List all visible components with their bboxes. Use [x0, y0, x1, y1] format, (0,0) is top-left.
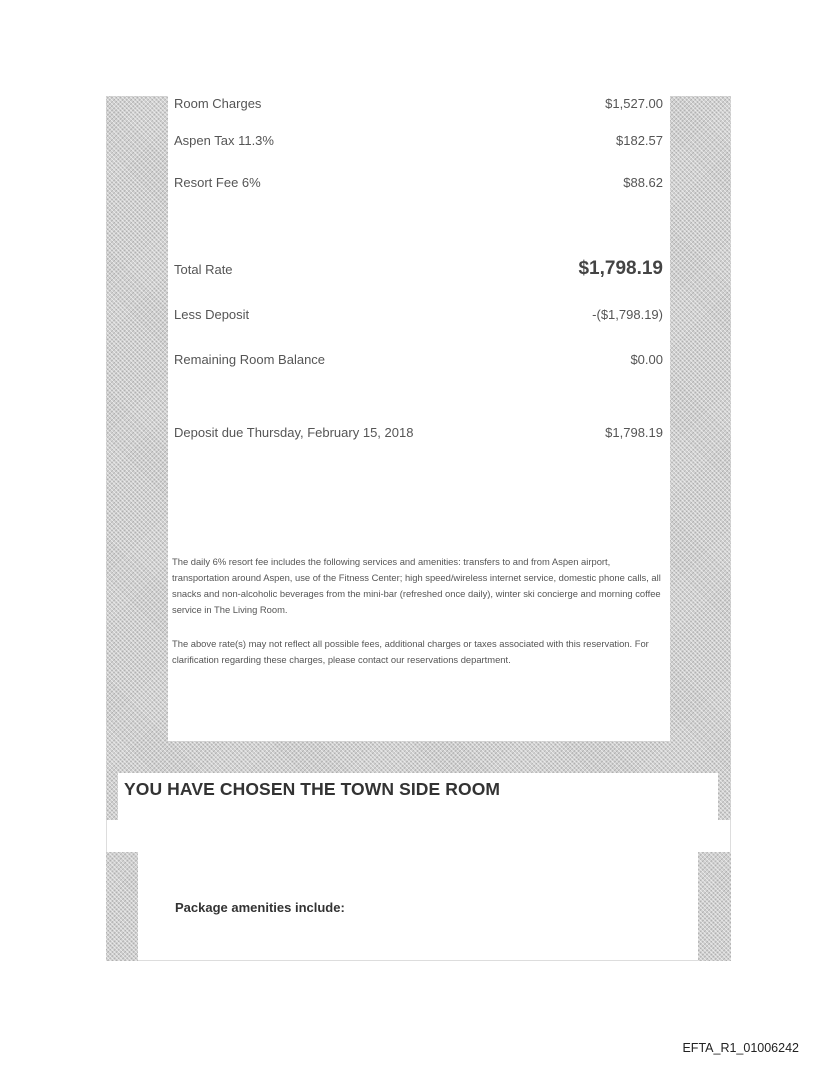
total-rate-label: Total Rate [174, 262, 233, 277]
resort-fee-label: Resort Fee 6% [174, 175, 261, 190]
room-charges-label: Room Charges [174, 96, 262, 111]
amenities-right-texture [698, 852, 731, 961]
deposit-due-value: $1,798.19 [605, 425, 663, 440]
amenities-left-texture [106, 852, 138, 961]
document-id: EFTA_R1_01006242 [682, 1041, 799, 1055]
package-amenities-heading: Package amenities include: [175, 900, 345, 915]
remaining-balance-value: $0.00 [630, 352, 663, 367]
less-deposit-label: Less Deposit [174, 307, 250, 322]
room-charges-value: $1,527.00 [605, 96, 663, 111]
resort-fee-note: The daily 6% resort fee includes the following services and amenities: transfers to and from Aspen airport, transportation around Aspen, use of the Fitness Center; high speed/wireless internet service, domestic phone calls, all snacks and non-alcoholic beverages from the mini-bar (refreshed once daily), winter ski concierge and morning coffee service in The Living Room. [172, 556, 661, 615]
amenities-section-border [106, 820, 731, 961]
aspen-tax-label: Aspen Tax 11.3% [174, 133, 274, 148]
rate-disclaimer-note: The above rate(s) may not reflect all possible fees, additional charges or taxes associated with this reservation. For clarification regarding these charges, please contact our reservations department. [172, 638, 649, 665]
room-choice-heading: YOU HAVE CHOSEN THE TOWN SIDE ROOM [124, 779, 501, 799]
remaining-balance-label: Remaining Room Balance [174, 352, 326, 367]
aspen-tax-value: $182.57 [616, 133, 663, 148]
less-deposit-value: -($1,798.19) [592, 307, 663, 322]
resort-fee-value: $88.62 [623, 175, 663, 190]
deposit-due-label: Deposit due Thursday, February 15, 2018 [174, 425, 414, 440]
total-rate-value: $1,798.19 [578, 258, 663, 279]
